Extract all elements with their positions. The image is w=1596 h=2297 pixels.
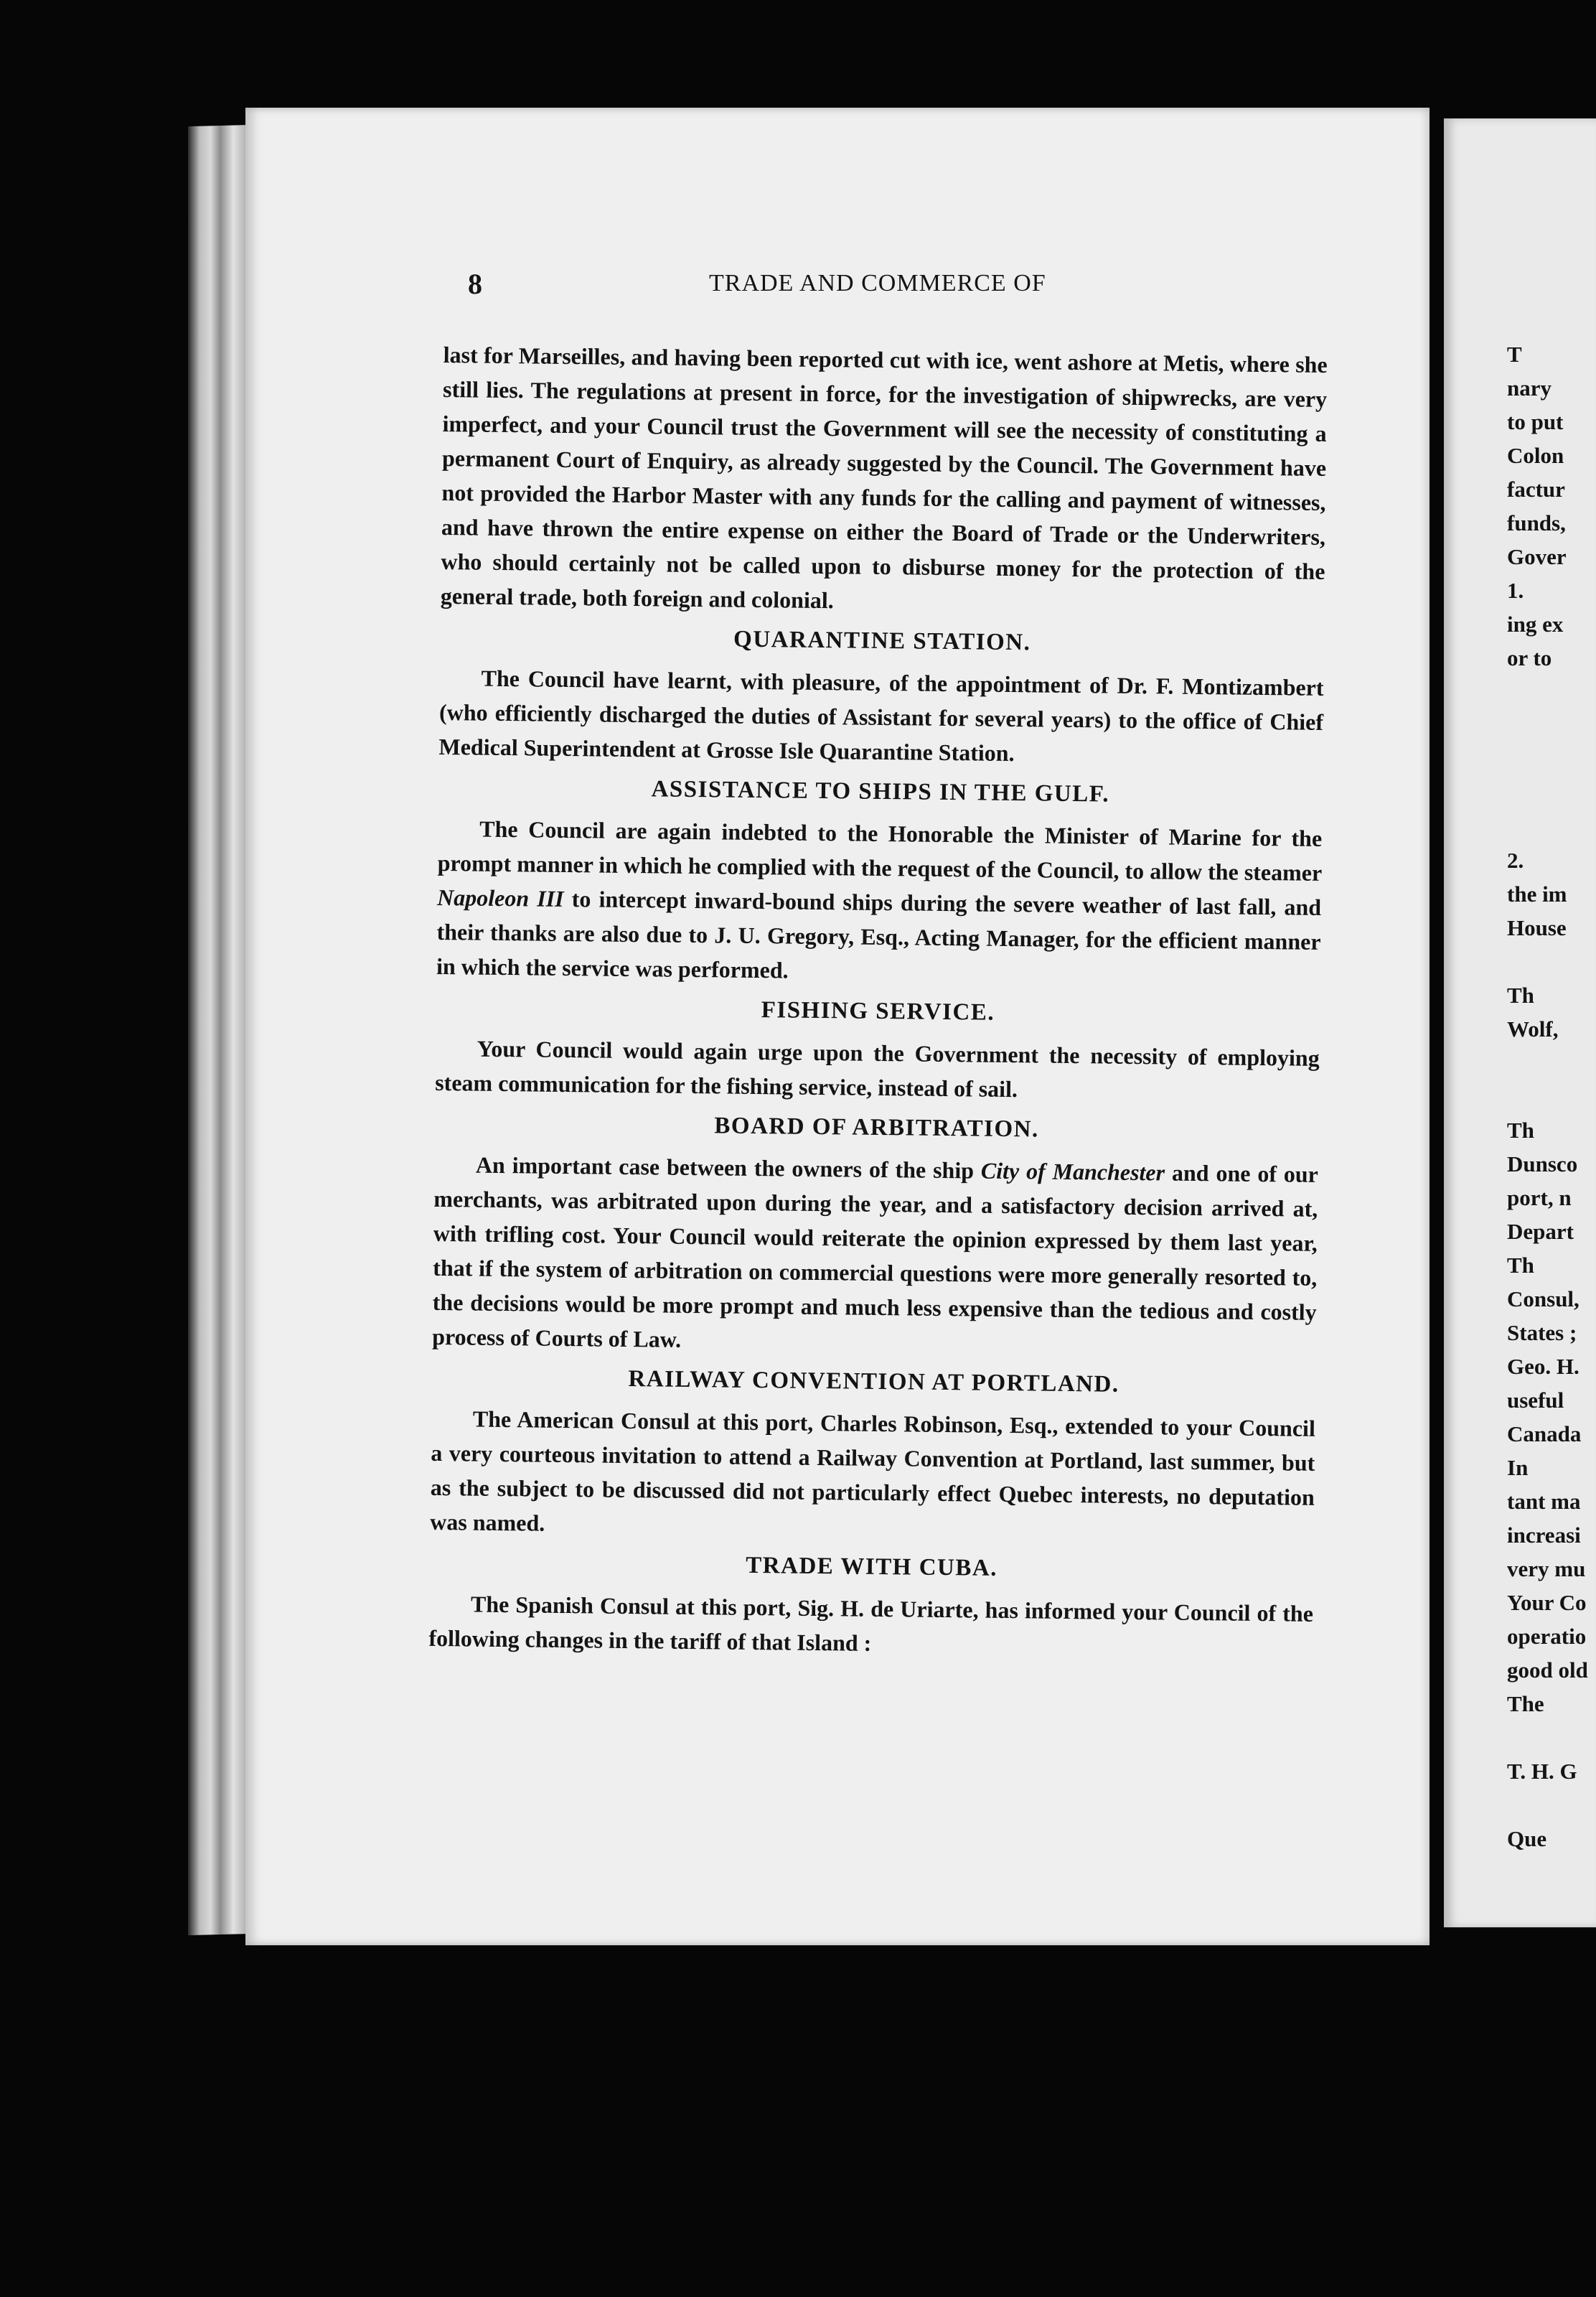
facing-line: 1. xyxy=(1507,578,1524,603)
page-header xyxy=(468,267,1128,310)
facing-line xyxy=(1507,1788,1596,1822)
section-heading-cuba: TRADE WITH CUBA. xyxy=(746,1552,998,1581)
section-text-railway: The American Consul at this port, Charles Robinson, Esq., extended to your Council a very courteous invitation to attend a Railway Convention at Portland, last summer, but as the subject to be discussed did not particularly effect Quebec interests, no deputation was named. xyxy=(430,1405,1316,1536)
intro-paragraph: last for Marseilles, and having been reported cut with ice, went ashore at Metis, where she still lies. The regulations at present in force, for the investigation of shipwrecks, are very imperfect, and your Council trust the Government will see the necessity of constituting a permanent Court of Enquiry, as already suggested by the Council. The Government have not provided the Harbor Master with any funds for the calling and payment of witnesses, and have thrown the entire expense on either the Board of Trade or the Underwriters, who should certainly not be called upon to disburse money for the protection of the general trade, both foreign and colonial. xyxy=(440,341,1328,614)
facing-line: House xyxy=(1507,915,1567,940)
facing-line: Dunsco xyxy=(1507,1151,1578,1176)
section-heading-fishing: FISHING SERVICE. xyxy=(761,997,995,1026)
section-text-quarantine: The Council have learnt, with pleasure, of the appointment of Dr. F. Montizambert (who efficiently discharged the duties of Assistant for several years) to the office of Chief Medical Superintendent at Grosse Isle Quarantine Station. xyxy=(438,665,1324,767)
facing-line: good old xyxy=(1507,1657,1588,1683)
facing-line: Que xyxy=(1507,1826,1547,1851)
facing-line xyxy=(1507,1046,1596,1080)
facing-page-text xyxy=(1507,337,1596,1856)
facing-line: T. H. G xyxy=(1507,1759,1577,1784)
facing-line: very mu xyxy=(1507,1556,1586,1581)
section-text-fishing: Your Council would again urge upon the Government the necessity of employing steam communication for the fishing service, instead of sail. xyxy=(435,1035,1320,1103)
facing-line: to put xyxy=(1507,409,1564,434)
facing-line: or to xyxy=(1507,645,1552,670)
facing-line xyxy=(1507,1721,1596,1754)
facing-line: nary xyxy=(1507,375,1552,401)
facing-line: Wolf, xyxy=(1507,1016,1559,1042)
facing-line xyxy=(1507,675,1596,708)
facing-line: Th xyxy=(1507,1118,1534,1143)
facing-line: the im xyxy=(1507,881,1567,907)
facing-line: ing ex xyxy=(1507,612,1564,637)
facing-line: Geo. H. xyxy=(1507,1354,1579,1379)
facing-line: Th xyxy=(1507,983,1534,1008)
ship-name-city-of-manchester: City of Manchester xyxy=(980,1157,1165,1186)
facing-line: 2. xyxy=(1507,848,1524,873)
facing-line: Gover xyxy=(1507,544,1567,569)
facing-line: Your Co xyxy=(1507,1590,1587,1615)
facing-line: States ; xyxy=(1507,1320,1577,1345)
facing-line: Th xyxy=(1507,1253,1534,1278)
facing-line: operatio xyxy=(1507,1624,1587,1649)
page-body xyxy=(428,337,1328,1665)
facing-line xyxy=(1507,1080,1596,1113)
facing-line: In xyxy=(1507,1455,1529,1480)
facing-line: useful xyxy=(1507,1388,1564,1413)
facing-line xyxy=(1507,776,1596,810)
facing-line: tant ma xyxy=(1507,1489,1581,1514)
section-heading-arbitration: BOARD OF ARBITRATION. xyxy=(714,1113,1039,1143)
facing-line xyxy=(1507,708,1596,742)
facing-line: funds, xyxy=(1507,510,1566,535)
facing-line: T xyxy=(1507,342,1522,367)
running-head: TRADE AND COMMERCE OF xyxy=(709,270,1046,296)
section-text-cuba: The Spanish Consul at this port, Sig. H. de Uriarte, has informed your Council of the following changes in the tariff of that Island : xyxy=(428,1591,1314,1656)
facing-line: increasi xyxy=(1507,1522,1581,1548)
facing-line: factur xyxy=(1507,477,1565,502)
section-heading-quarantine: QUARANTINE STATION. xyxy=(733,626,1031,656)
ship-name-napoleon: Napoleon III xyxy=(436,884,564,912)
facing-line: Canada xyxy=(1507,1421,1582,1446)
facing-line xyxy=(1507,742,1596,776)
facing-line: Colon xyxy=(1507,443,1564,468)
facing-line xyxy=(1507,810,1596,843)
book-spine-edge xyxy=(188,125,253,1935)
section-text-assistance: The Council are again indebted to the Honorable the Minister of Marine for the prompt manner in which he complied with the request of the Council, to allow the steamer Napoleon III to intercept inward-bound ships during the severe weather of last fall, and their thanks are also due to J. U. Gregory, Esq., Acting Manager, for the efficient manner in which the service was performed. xyxy=(436,815,1323,983)
facing-line: port, n xyxy=(1507,1185,1572,1210)
section-heading-assistance: ASSISTANCE TO SHIPS IN THE GULF. xyxy=(651,776,1110,808)
facing-line: The xyxy=(1507,1691,1544,1716)
facing-line xyxy=(1507,945,1596,978)
page-number: 8 xyxy=(468,268,482,300)
section-text-arbitration: An important case between the owners of the ship City of Manchester and one of our merchants, was arbitrated upon during the year, and a satisfactory decision arrived at, with trifling cost. Your Council would reiterate the opinion expressed by them last year, that if the system of arbitration on commercial questions were more generally resorted to, the decisions would be more prompt and much less expensive than the tedious and costly process of Courts of Law. xyxy=(432,1151,1319,1352)
facing-line: Depart xyxy=(1507,1219,1574,1244)
facing-line: Consul, xyxy=(1507,1286,1579,1311)
section-heading-railway: RAILWAY CONVENTION AT PORTLAND. xyxy=(628,1366,1119,1398)
